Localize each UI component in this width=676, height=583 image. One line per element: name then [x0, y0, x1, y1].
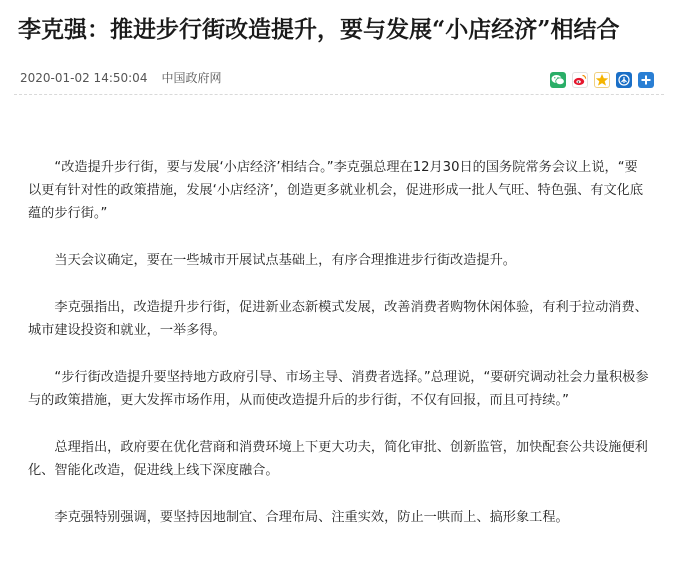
article-paragraph: “改造提升步行街，要与发展‘小店经济’相结合。”李克强总理在12月30日的国务院常务会议上说，“要以更有针对性的政策措施，发展‘小店经济’，创造更多就业机会，促进形成一批人气旺、特色强、有文化底蕴的步行街。”: [28, 160, 644, 221]
renren-share-icon[interactable]: [616, 72, 632, 88]
article-paragraph: 当天会议确定，要在一些城市开展试点基础上，有序合理推进步行街改造提升。: [54, 253, 516, 268]
article-source: 中国政府网: [161, 71, 222, 85]
article-paragraph: 李克强特别强调，要坚持因地制宜、合理布局、注重实效，防止一哄而上、搞形象工程。: [54, 510, 569, 525]
share-toolbar: [550, 72, 654, 88]
wechat-share-icon[interactable]: [550, 72, 566, 88]
article-paragraph: 李克强指出，改造提升步行街，促进新业态新模式发展，改善消费者购物休闲体验，有利于拉动消费、城市建设投资和就业，一举多得。: [28, 300, 648, 338]
article-body: [28, 156, 650, 529]
weibo-share-icon[interactable]: [572, 72, 588, 88]
article-title: 李克强：推进步行街改造提升，要与发展“小店经济”相结合: [18, 16, 620, 43]
publish-datetime: 2020-01-02 14:50:04: [20, 71, 148, 85]
article-meta: [20, 68, 221, 88]
article-paragraph: “步行街改造提升要坚持地方政府引导、市场主导、消费者选择。”总理说，“要研究调动社会力量积极参与的政策措施，更大发挥市场作用，从而使改造提升后的步行街，不仅有回报，而且可持续。”: [28, 370, 649, 408]
more-share-icon[interactable]: [638, 72, 654, 88]
qzone-share-icon[interactable]: [594, 72, 610, 88]
header-divider: [14, 94, 664, 95]
article-paragraph: 总理指出，政府要在优化营商和消费环境上下更大功夫，简化审批、创新监管，加快配套公共设施便利化、智能化改造，促进线上线下深度融合。: [28, 440, 648, 478]
